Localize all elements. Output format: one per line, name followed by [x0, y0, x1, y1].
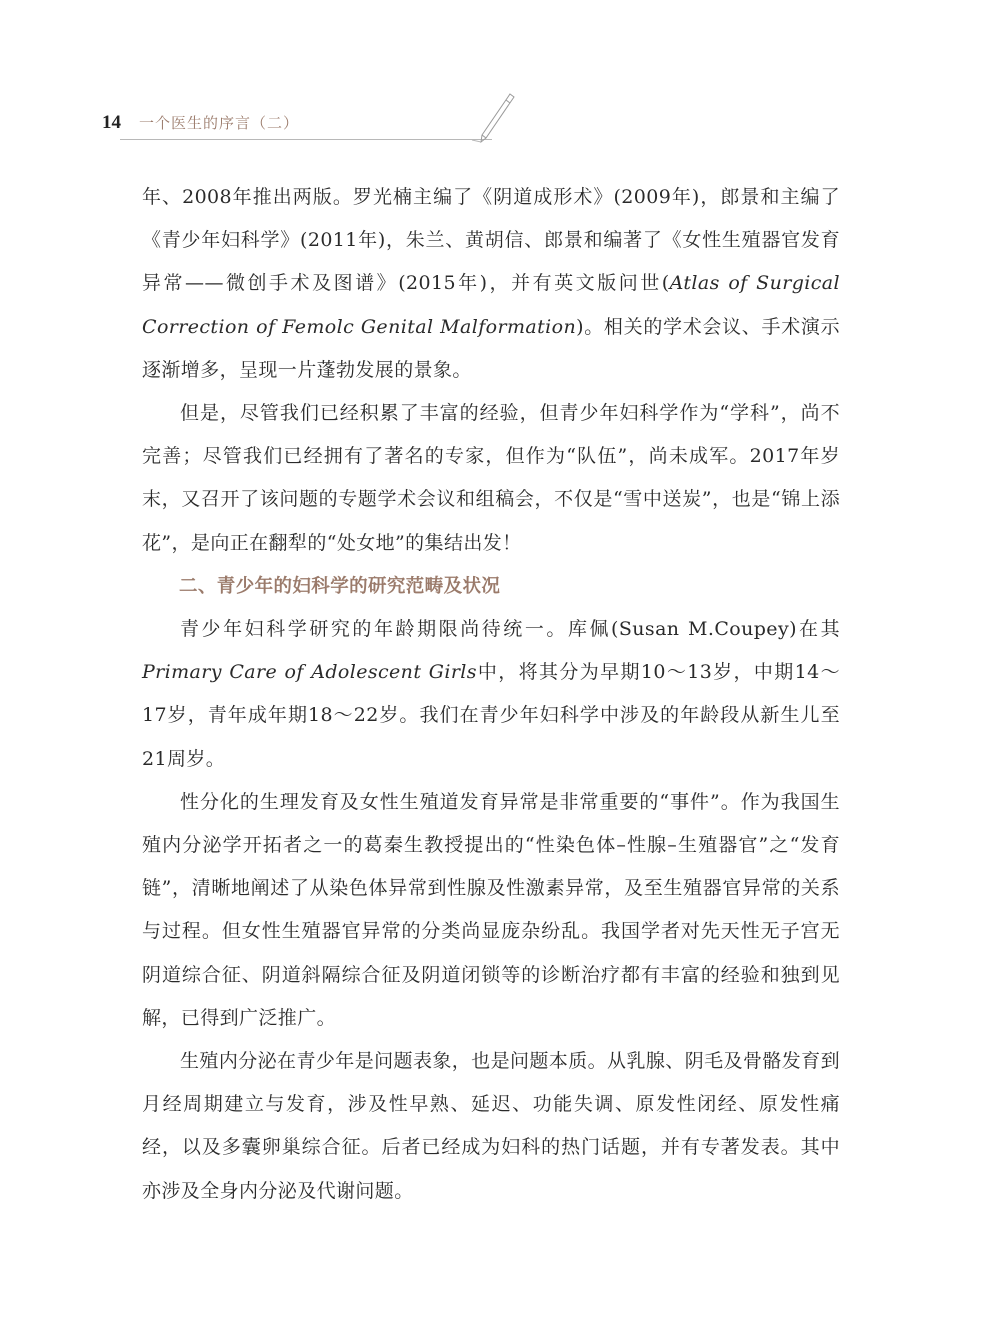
section-heading: 二、青少年的妇科学的研究范畴及状况: [179, 575, 501, 597]
paragraph-5: 生殖内分泌在青少年是问题表象，也是问题本质。从乳腺、阴毛及骨骼发育到月经周期建立与发育，涉及性早熟、延迟、功能失调、原发性闭经、原发性痛经，以及多囊卵巢综合征。后者已经成为妇科的热门话题，并有专著发表。其中亦涉及全身内分泌及代谢问题。: [142, 1050, 840, 1202]
book-title-primary-care: Primary Care of Adolescent Girls: [142, 661, 477, 684]
paragraph-2: 但是，尽管我们已经积累了丰富的经验，但青少年妇科学作为“学科”，尚不完善；尽管我们已经拥有了著名的专家，但作为“队伍”，尚未成军。2017年岁末，又召开了该问题的专题学术会议和组稿会，不仅是“雪中送炭”，也是“锦上添花”，是向正在翻犁的“处女地”的集结出发！: [142, 402, 840, 554]
paragraph-1: [142, 176, 840, 392]
text-segment: 青少年妇科学研究的年龄期限尚待统一。库佩(Susan M.Coupey)在其: [180, 618, 840, 641]
text-segment: 中，将其分为早期10～13岁，中期14～17岁，青年成年期18～22岁。我们在青少年妇科学中涉及的年龄段从新生儿至21周岁。: [142, 661, 841, 770]
body-text: [142, 176, 840, 1213]
header-line: [102, 112, 299, 134]
running-title: 一个医生的序言（二）: [139, 114, 300, 132]
pen-icon: [470, 92, 516, 144]
text-segment: )。相关的学术会议、手术演示逐渐增多，呈现一片蓬勃发展的景象。: [142, 315, 840, 381]
header-rule: [120, 139, 492, 140]
paragraph-4: 性分化的生理发育及女性生殖道发育异常是非常重要的“事件”。作为我国生殖内分泌学开拓者之一的葛秦生教授提出的“性染色体–性腺–生殖器官”之“发育链”，清晰地阐述了从染色体异常到性腺及性激素异常，及至生殖器官异常的关系与过程。但女性生殖器官异常的分类尚显庞杂纷乱。我国学者对先天性无子宫无阴道综合征、阴道斜隔综合征及阴道闭锁等的诊断治疗都有丰富的经验和独到见解，已得到广泛推广。: [142, 790, 840, 1029]
paragraph-3: [142, 608, 840, 781]
page-number: 14: [102, 112, 121, 133]
book-title-atlas: Atlas of Surgical Correction of Femolc Genital Malformation: [142, 272, 840, 338]
text-segment: 年、2008年推出两版。罗光楠主编了《阴道成形术》(2009年)，郎景和主编了《青少年妇科学》(2011年)，朱兰、黄胡信、郎景和编著了《女性生殖器官发育异常——微创手术及图谱》(2015年)，并有英文版问世(: [142, 186, 840, 295]
